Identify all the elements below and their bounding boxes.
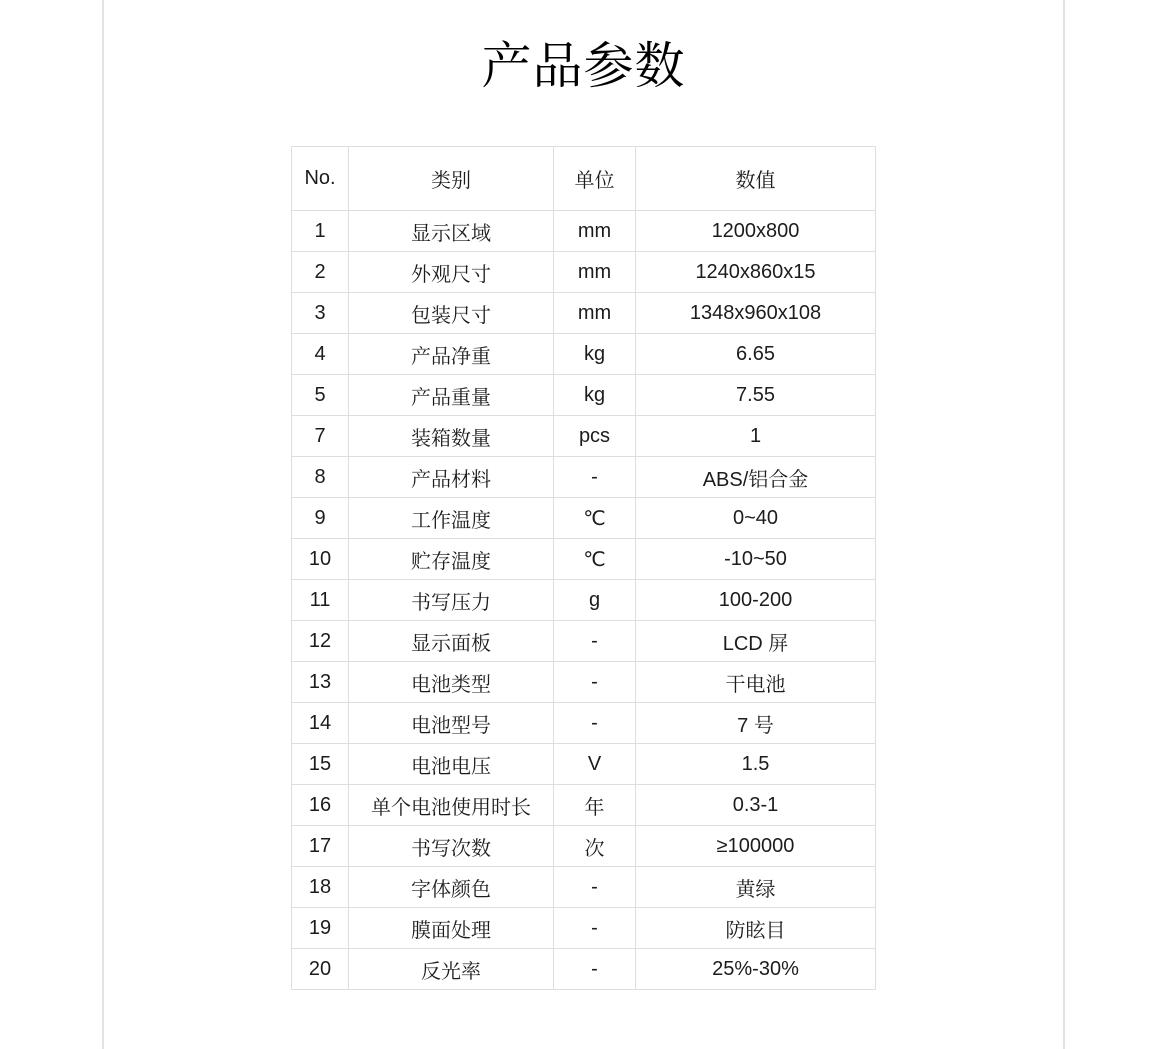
column-header-no: No. — [292, 147, 349, 211]
cell-value: LCD 屏 — [636, 621, 876, 662]
cell-value: 0~40 — [636, 498, 876, 539]
cell-no: 11 — [292, 580, 349, 621]
product-spec-table — [291, 146, 876, 990]
cell-category: 书写次数 — [349, 826, 554, 867]
table-row — [292, 293, 876, 334]
cell-unit: kg — [554, 375, 636, 416]
table-row — [292, 826, 876, 867]
cell-no: 12 — [292, 621, 349, 662]
cell-category: 电池电压 — [349, 744, 554, 785]
cell-value: 1.5 — [636, 744, 876, 785]
cell-unit: 次 — [554, 826, 636, 867]
cell-unit: - — [554, 621, 636, 662]
cell-no: 9 — [292, 498, 349, 539]
cell-category: 包装尺寸 — [349, 293, 554, 334]
cell-value: 7 号 — [636, 703, 876, 744]
cell-category: 显示面板 — [349, 621, 554, 662]
cell-no: 1 — [292, 211, 349, 252]
cell-category: 外观尺寸 — [349, 252, 554, 293]
cell-value: 100-200 — [636, 580, 876, 621]
table-row — [292, 867, 876, 908]
table-row — [292, 908, 876, 949]
cell-unit: pcs — [554, 416, 636, 457]
table-row — [292, 785, 876, 826]
cell-no: 20 — [292, 949, 349, 990]
cell-no: 18 — [292, 867, 349, 908]
cell-value: 6.65 — [636, 334, 876, 375]
table-row — [292, 375, 876, 416]
cell-value: ABS/铝合金 — [636, 457, 876, 498]
cell-category: 产品净重 — [349, 334, 554, 375]
cell-value: 干电池 — [636, 662, 876, 703]
cell-unit: - — [554, 457, 636, 498]
table-row — [292, 662, 876, 703]
cell-no: 19 — [292, 908, 349, 949]
cell-no: 7 — [292, 416, 349, 457]
page-title: 产品参数 — [481, 38, 686, 94]
cell-no: 4 — [292, 334, 349, 375]
table-row — [292, 703, 876, 744]
cell-unit: mm — [554, 211, 636, 252]
cell-category: 单个电池使用时长 — [349, 785, 554, 826]
cell-no: 17 — [292, 826, 349, 867]
cell-value: 1348x960x108 — [636, 293, 876, 334]
cell-category: 产品重量 — [349, 375, 554, 416]
table-row — [292, 457, 876, 498]
table-row — [292, 580, 876, 621]
cell-no: 2 — [292, 252, 349, 293]
cell-no: 14 — [292, 703, 349, 744]
cell-category: 工作温度 — [349, 498, 554, 539]
cell-category: 膜面处理 — [349, 908, 554, 949]
cell-unit: mm — [554, 293, 636, 334]
cell-no: 10 — [292, 539, 349, 580]
cell-category: 装箱数量 — [349, 416, 554, 457]
cell-no: 15 — [292, 744, 349, 785]
cell-no: 13 — [292, 662, 349, 703]
cell-category: 电池型号 — [349, 703, 554, 744]
cell-value: 7.55 — [636, 375, 876, 416]
cell-unit: g — [554, 580, 636, 621]
cell-value: 1200x800 — [636, 211, 876, 252]
table-body — [292, 211, 876, 990]
cell-unit: - — [554, 662, 636, 703]
cell-value: 25%-30% — [636, 949, 876, 990]
cell-unit: kg — [554, 334, 636, 375]
cell-value: 防眩目 — [636, 908, 876, 949]
content-area — [102, 0, 1065, 1049]
cell-unit: - — [554, 949, 636, 990]
cell-category: 反光率 — [349, 949, 554, 990]
cell-no: 5 — [292, 375, 349, 416]
table-row — [292, 539, 876, 580]
cell-unit: - — [554, 703, 636, 744]
cell-unit: - — [554, 908, 636, 949]
cell-category: 产品材料 — [349, 457, 554, 498]
cell-category: 电池类型 — [349, 662, 554, 703]
cell-no: 16 — [292, 785, 349, 826]
table-row — [292, 211, 876, 252]
table-row — [292, 621, 876, 662]
table-row — [292, 252, 876, 293]
cell-category: 显示区域 — [349, 211, 554, 252]
table-row — [292, 949, 876, 990]
table-row — [292, 744, 876, 785]
table-row — [292, 334, 876, 375]
cell-value: 黄绿 — [636, 867, 876, 908]
cell-value: 1 — [636, 416, 876, 457]
cell-unit: - — [554, 867, 636, 908]
cell-value: 1240x860x15 — [636, 252, 876, 293]
column-header-value: 数值 — [636, 147, 876, 211]
cell-no: 3 — [292, 293, 349, 334]
cell-category: 字体颜色 — [349, 867, 554, 908]
cell-value: -10~50 — [636, 539, 876, 580]
cell-unit: ℃ — [554, 539, 636, 580]
cell-category: 贮存温度 — [349, 539, 554, 580]
cell-value: ≥100000 — [636, 826, 876, 867]
cell-value: 0.3-1 — [636, 785, 876, 826]
cell-unit: mm — [554, 252, 636, 293]
cell-unit: V — [554, 744, 636, 785]
cell-unit: ℃ — [554, 498, 636, 539]
table-header-row — [292, 147, 876, 211]
cell-category: 书写压力 — [349, 580, 554, 621]
column-header-category: 类别 — [349, 147, 554, 211]
table-row — [292, 498, 876, 539]
table-row — [292, 416, 876, 457]
column-header-unit: 单位 — [554, 147, 636, 211]
cell-unit: 年 — [554, 785, 636, 826]
cell-no: 8 — [292, 457, 349, 498]
